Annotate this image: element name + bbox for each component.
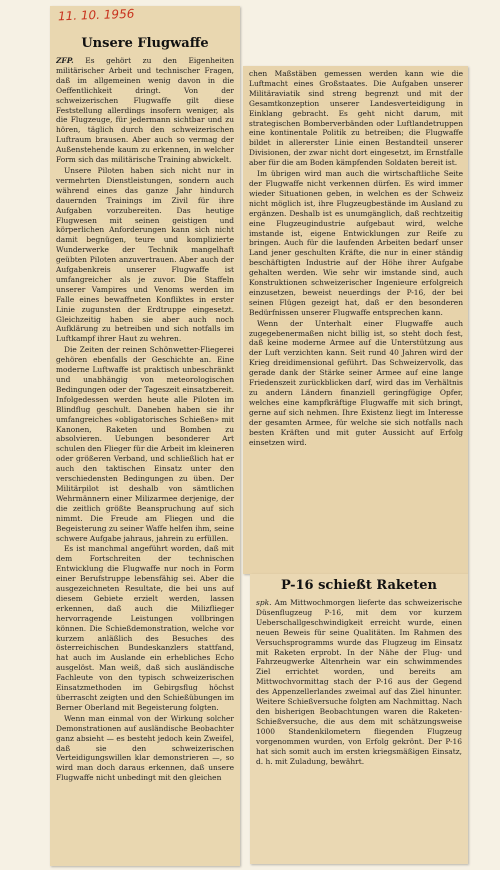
source-tag: spk. bbox=[256, 598, 272, 607]
article-column-1 bbox=[56, 56, 234, 864]
source-tag: ZFP. bbox=[56, 56, 74, 65]
paragraph: Es ist manchmal angeführt worden, daß mit dem Fortschreiten der technischen Entwicklung die Flugwaffe nur noch in Form einer Berufstruppe lebensfähig sei. Aber die ausgezeichneten Resultate, die bei uns auf diesem Gebiete erzielt werden, lassen erkennen, daß auch die Milizflieger hervorragende Leistungen vollbringen können. Die Schießdemonstration, welche vor kurzem anläßlich des Besuches des österreichischen Bundeskanzlers stattfand, hat auch im Auslande ein erhebliches Echo ausgelöst. Man weiß, daß sich ausländische Fachleute von den typisch schweizerischen Einsatzmethoden im Gebirgsflug höchst überrascht zeigten und den Schießübungen im Berner Oberland mit Begeisterung folgten. bbox=[56, 544, 234, 712]
paragraph: spk. Am Mittwochmorgen lieferte das schweizerische Düsenflugzeug P-16, mit dem vor kurzem Ueberschallgeschwindigkeit erreicht wurde, einen neuen Beweis für seine Qualitäten. Im Rahmen des Versuchsprogramms wurde das Flugzeug im Einsatz mit Raketen erprobt. In der Nähe der Flug- und Fahrzeugwerke Altenrhein war ein schwimmendes Ziel errichtet worden, und bereits am Mittwochvormittag stach der P-16 aus der Gegend des Appenzellerlandes zweimal auf das Ziel hinunter. Weitere Schießversuche folgten am Nachmittag. Nach den bisherigen Beobachtungen waren die Raketen-Schießversuche, die aus dem mit schätzungsweise 1000 Standenkilometern fliegenden Flugzeug vorgenommen wurden, von Erfolg gekrönt. Der P-16 hat sich somit auch im ersten kriegsmäßigen Einsatz, d. h. mit Zuladung, bewährt. bbox=[256, 598, 462, 766]
article-column-2 bbox=[249, 69, 463, 571]
article-column-3 bbox=[256, 598, 462, 860]
paragraph: Wenn der Unterhalt einer Flugwaffe auch zugegebenermaßen nicht billig ist, so steht doch fest, daß keine moderne Armee auf die Unterstützung aus der Luft verzichten kann. Seit rund 40 Jahren wird der Krieg dreidimensional geführt. Das Schweizervolk, das gerade dank der Stärke seiner Armee auf eine lange Friedenszeit zurückblicken darf, wird das im Verhältnis zu andern Ländern finanziell geringfügige Opfer, welches eine kampfkräftige Flugwaffe mit sich bringt, gerne auf sich nehmen. Ihre Existenz liegt im Interesse der gesamten Armee, für welche sie sich notfalls nach besten Kräften und mit guter Aussicht auf Erfolg einsetzen wird. bbox=[249, 318, 463, 447]
paragraph: chen Maßstäben gemessen werden kann wie die Luftmacht eines Großstaates. Die Aufgaben unserer Militäraviatik sind streng begrenzt und mit der Gesamtkonzeption unserer Landesverteidigung in Einklang gebracht. Es geht nicht darum, mit strategischen Bomberverbänden oder Luftlandetruppen eine kontinentale Politik zu betreiben; die Flugwaffe bildet in allererster Linie einen Bestandteil unserer Divisionen, der zwar nicht dort eingesetzt, im Ernstfalle aber für die am Boden kämpfenden Soldaten bereit ist. bbox=[249, 69, 463, 168]
paragraph: Wenn man einmal von der Wirkung solcher Demonstrationen auf ausländische Beobachter ganz absieht — es besteht jedoch kein Zweifel, daß sie den schweizerischen Verteidigungswillen klar demonstrieren —, so wird man doch daraus erkennen, daß unsere Flugwaffe nicht unbedingt mit den gleichen bbox=[56, 713, 234, 783]
paragraph: Im übrigen wird man auch die wirtschaftliche Seite der Flugwaffe nicht verkennen dürfen. Es wird immer wieder Situationen geben, in welchen es der Schweiz nicht möglich ist, ihre Flugzeugbestände im Ausland zu ergänzen. Deshalb ist es unumgänglich, daß rechtzeitig eine Flugzeugindustrie aufgebaut wird, welche imstande ist, eigene Entwicklungen zur Reife zu bringen. Auch für die laufenden Arbeiten bedarf unser Land jener geschulten Kräfte, die nur in einer ständig beschäftigten Industrie auf der Höhe ihrer Aufgabe gehalten werden. Wie sehr wir imstande sind, auch Konstruktionen schweizerischer Ingenieure erfolgreich einzusetzen, beweist neuerdings der P-16, der bei seinen Flügen gezeigt hat, daß er den besonderen Bedürfnissen unserer Flugwaffe entsprechen kann. bbox=[249, 169, 463, 317]
article-title-2: P-16 schießt Raketen bbox=[281, 578, 437, 593]
paragraph: Die Zeiten der reinen Schönwetter-Fliegerei gehören ebenfalls der Geschichte an. Eine moderne Luftwaffe ist praktisch unbeschränkt und unabhängig von meteorologischen Bedingungen oder der Tageszeit einsatzbereit. Infolgedessen werden heute alle Piloten im Blindflug geschult. Daneben haben sie ihr umfangreiches «obligatorisches Schießen» mit Kanonen, Raketen und Bomben zu absolvieren. Uebungen besonderer Art schulen den Flieger für die Arbeit im kleineren oder größeren Verband, und schließlich hat er auch den taktischen Einsatz unter den verschiedensten Bedingungen zu üben. Der Militärpilot ist deshalb von sämtlichen Wehrmännern einer Milizarmee derjenige, der die zeitlich größte Beanspruchung auf sich nimmt. Die Freude am Fliegen und die Begeisterung zu seiner Waffe helfen ihm, seine schwere Aufgabe jahraus, jahrein zu erfüllen. bbox=[56, 345, 234, 543]
article-title: Unsere Flugwaffe bbox=[81, 36, 209, 51]
paragraph: Unsere Piloten haben sich nicht nur in vermehrten Dienstleistungen, sondern auch während eines das ganze Jahr hindurch dauernden Trainings im Zivil für ihre Aufgaben vorzubereiten. Das heutige Flugwesen mit seinen geistigen und körperlichen Anforderungen kann sich nicht damit begnügen, teure und komplizierte Wunderwerke der Technik mangelhaft geübten Piloten anzuvertrauen. Aber auch der Aufgabenkreis unserer Flugwaffe ist umfangreicher als je zuvor. Die Staffeln unserer Vampires und Venoms werden im Falle eines bewaffneten Konfliktes in erster Linie zugunsten der Erdtruppe eingesetzt. Gleichzeitig haben sie aber auch noch Aufklärung zu betreiben und sich notfalls im Luftkampf ihrer Haut zu wehren. bbox=[56, 165, 234, 344]
handwritten-date: 11. 10. 1956 bbox=[57, 6, 135, 24]
paragraph: ZFP. Es gehört zu den Eigenheiten militärischer Arbeit und technischer Fragen, daß im allgemeinen wenig davon in die Oeffentlichkeit dringt. Von der schweizerischen Flugwaffe gilt diese Feststellung allerdings insofern weniger, als die Flugzeuge, für jedermann sichtbar und zu hören, täglich durch den schweizerischen Luftraum brausen. Aber auch so vermag der Außenstehende kaum zu erkennen, in welcher Form sich das militärische Training abwickelt. bbox=[56, 56, 234, 165]
